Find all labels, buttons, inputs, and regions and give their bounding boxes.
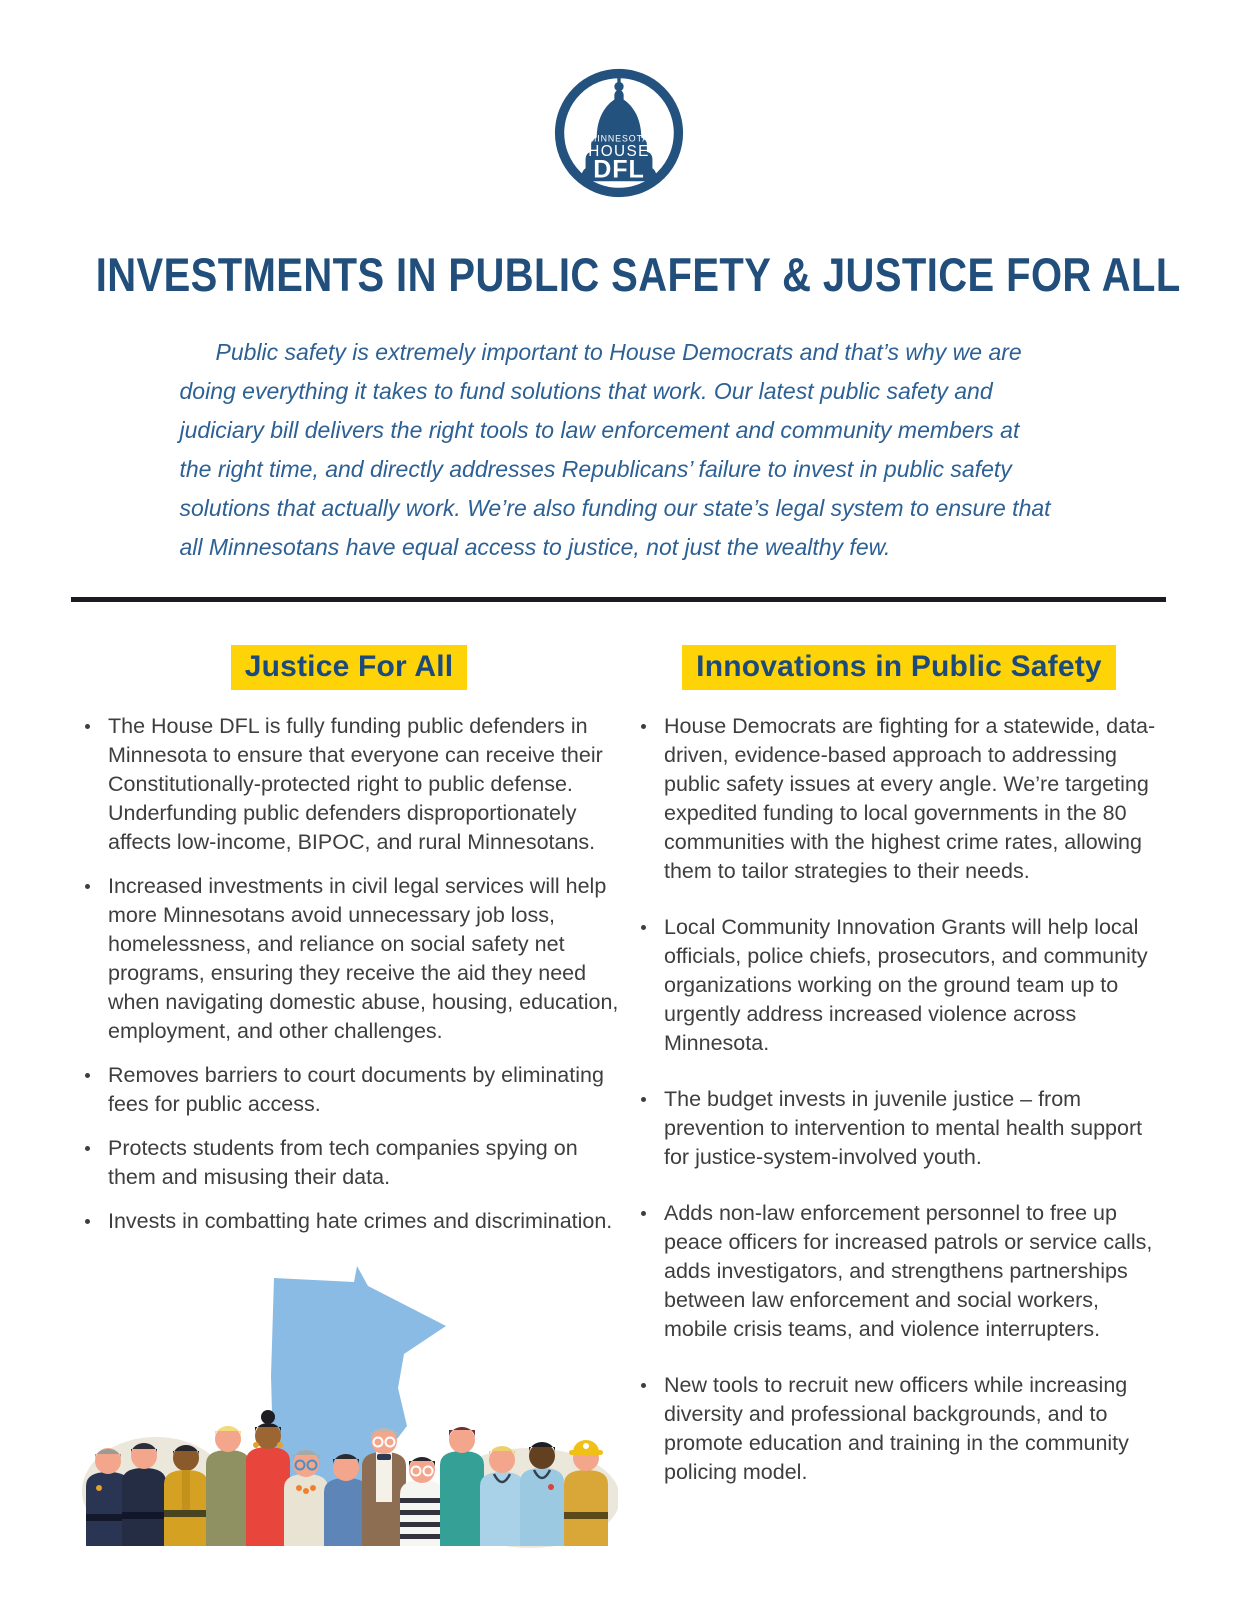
justice-bullet-list	[75, 712, 623, 1236]
bullet-item: Local Community Innovation Grants will help local officials, police chiefs, prosecutors, and community organizations working on the ground team up to urgently address increased violence across Minnesota.	[631, 913, 1167, 1058]
bullet-item: The budget invests in juvenile justice – from prevention to intervention to mental health support for justice-system-involved youth.	[631, 1085, 1167, 1172]
bullet-item: Invests in combatting hate crimes and discrimination.	[75, 1207, 623, 1236]
logo-line2: HOUSE	[587, 143, 650, 161]
innovations-bullet-list	[631, 712, 1167, 1487]
page-title: INVESTMENTS IN PUBLIC SAFETY & JUSTICE FOR ALL	[95, 248, 1181, 302]
innovations-heading: Innovations in Public Safety	[631, 645, 1167, 690]
community-illustration	[78, 1256, 618, 1556]
bullet-item: House Democrats are fighting for a statewide, data-driven, evidence-based approach to addressing public safety issues at every angle. We’re targeting expedited funding to local governments in the 80 communities with the highest crime rates, allowing them to tailor strategies to their needs.	[631, 712, 1167, 886]
bullet-item: Adds non-law enforcement personnel to free up peace officers for increased patrols or service calls, adds investigators, and strengthens partnerships between law enforcement and social workers, mobile crisis teams, and violence interrupters.	[631, 1199, 1167, 1344]
mn-house-dfl-logo	[554, 68, 684, 198]
bullet-item: Increased investments in civil legal services will help more Minnesotans avoid unnecessary job loss, homelessness, and reliance on social safety net programs, ensuring they receive the aid they need when navigating domestic abuse, housing, education, employment, and other challenges.	[75, 872, 623, 1046]
justice-for-all-heading: Justice For All	[75, 645, 623, 690]
bullet-item: Removes barriers to court documents by eliminating fees for public access.	[75, 1061, 623, 1119]
logo-line3: DFL	[592, 155, 645, 184]
column-innovations-public-safety	[631, 645, 1167, 1514]
bullet-item: New tools to recruit new officers while increasing diversity and professional backgrounds, and to promote education and training in the community policing model.	[631, 1371, 1167, 1487]
bullet-item: Protects students from tech companies spying on them and misusing their data.	[75, 1134, 623, 1192]
logo-line1: MINNESOTA	[588, 133, 649, 144]
capitol-dome-icon	[554, 68, 684, 198]
intro-paragraph: Public safety is extremely important to House Democrats and that’s why we are doing everything it takes to fund solutions that work. Our latest public safety and judiciary bill delivers the right tools to law enforcement and community members at the right time, and directly addresses Republicans’ failure to invest in public safety solutions that actually work. We’re also funding our state’s legal system to ensure that all Minnesotans have equal access to justice, not just the wealthy few.	[179, 339, 1051, 560]
bullet-item: The House DFL is fully funding public defenders in Minnesota to ensure that everyone can receive their Constitutionally-protected right to public defense. Underfunding public defenders disproportionately affects low-income, BIPOC, and rural Minnesotans.	[75, 712, 623, 857]
section-divider	[71, 597, 1166, 602]
